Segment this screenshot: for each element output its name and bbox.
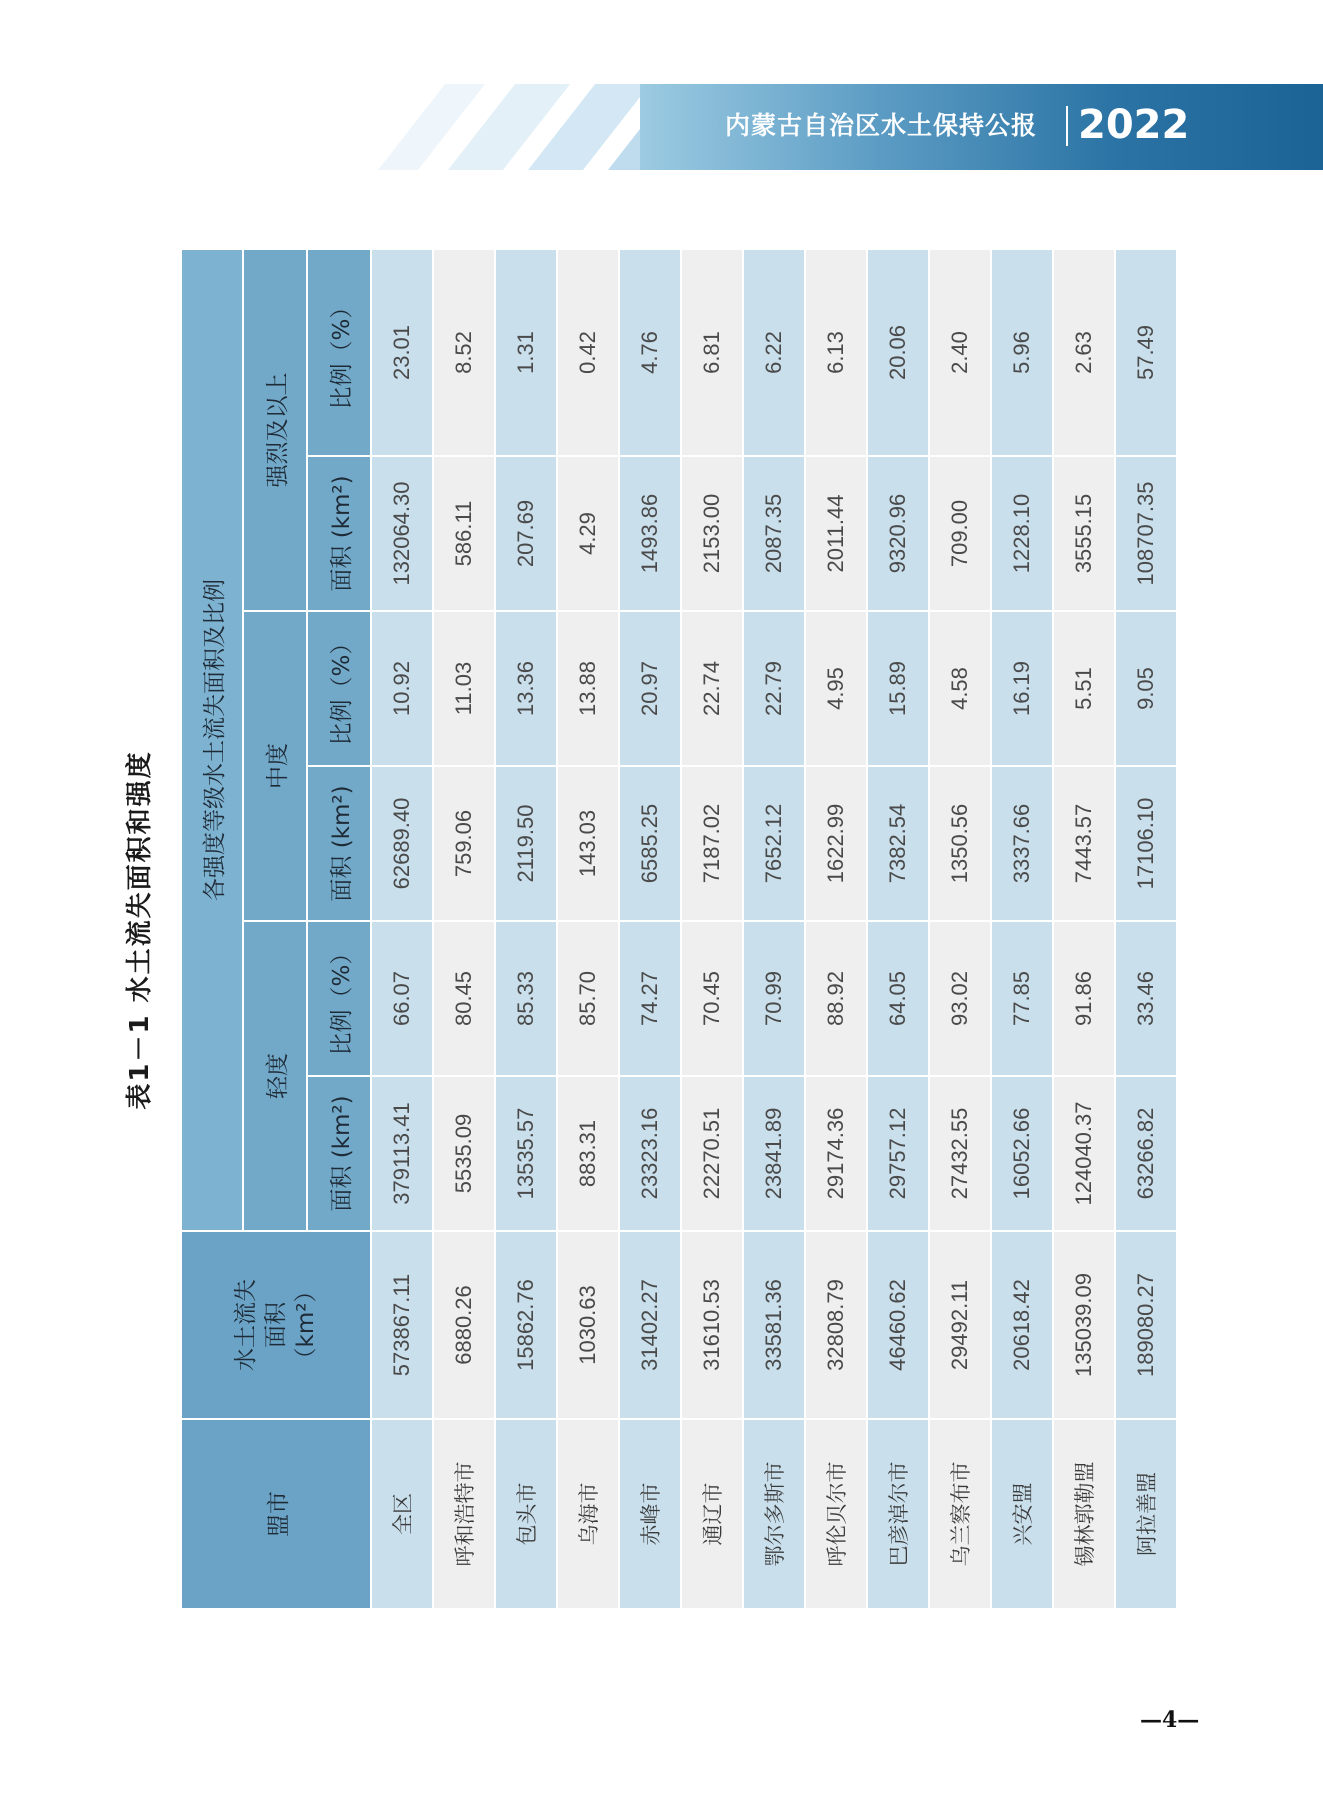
table-row [1053,249,1115,1609]
subheader-ratio: 比例（%） [307,611,371,766]
cell-severe-ratio: 6.13 [805,249,867,456]
cell-total: 135039.09 [1053,1231,1115,1419]
cell-medium-ratio: 16.19 [991,611,1053,766]
cell-severe-area: 2011.44 [805,456,867,611]
cell-medium-area: 3337.66 [991,766,1053,921]
cell-medium-ratio: 22.74 [681,611,743,766]
col-header-total-line1: 水土流失 [233,1279,259,1371]
table-row [495,249,557,1609]
subheader-ratio: 比例（%） [307,249,371,456]
cell-medium-area: 6585.25 [619,766,681,921]
cell-region: 包头市 [495,1419,557,1609]
subheader-area: 面积 (km²) [307,456,371,611]
cell-region: 乌兰察布市 [929,1419,991,1609]
level-header-light: 轻度 [243,921,307,1231]
cell-light-area: 23841.89 [743,1076,805,1231]
cell-region: 阿拉善盟 [1115,1419,1177,1609]
cell-light-ratio: 85.70 [557,921,619,1076]
cell-severe-area: 2087.35 [743,456,805,611]
col-header-region: 盟市 [181,1419,371,1609]
table-row [619,249,681,1609]
cell-severe-area: 709.00 [929,456,991,611]
cell-medium-area: 7443.57 [1053,766,1115,921]
cell-light-area: 27432.55 [929,1076,991,1231]
rotated-table-block [110,250,1180,1610]
table-body [371,249,1177,1609]
cell-total: 573867.11 [371,1231,433,1419]
cell-region: 赤峰市 [619,1419,681,1609]
cell-severe-area: 1493.86 [619,456,681,611]
table-title: 表1－1 水土流失面积和强度 [125,750,155,1110]
cell-severe-ratio: 4.76 [619,249,681,456]
table-row [991,249,1053,1609]
cell-severe-ratio: 0.42 [557,249,619,456]
cell-severe-ratio: 20.06 [867,249,929,456]
cell-light-ratio: 66.07 [371,921,433,1076]
cell-total: 32808.79 [805,1231,867,1419]
cell-region: 通辽市 [681,1419,743,1609]
cell-medium-area: 17106.10 [1115,766,1177,921]
table-row [867,249,929,1609]
cell-severe-ratio: 5.96 [991,249,1053,456]
cell-total: 29492.11 [929,1231,991,1419]
cell-severe-ratio: 57.49 [1115,249,1177,456]
page-number: —4— [1140,1707,1200,1733]
cell-light-area: 29757.12 [867,1076,929,1231]
table-row [1115,249,1177,1609]
cell-region: 呼和浩特市 [433,1419,495,1609]
level-header-medium: 中度 [243,611,307,921]
report-year: 2022 [1078,102,1190,148]
subheader-area: 面积 (km²) [307,766,371,921]
cell-medium-ratio: 20.97 [619,611,681,766]
cell-medium-ratio: 5.51 [1053,611,1115,766]
cell-medium-ratio: 13.36 [495,611,557,766]
table-row [371,249,433,1609]
cell-medium-area: 2119.50 [495,766,557,921]
cell-severe-area: 9320.96 [867,456,929,611]
cell-severe-ratio: 8.52 [433,249,495,456]
cell-medium-ratio: 11.03 [433,611,495,766]
cell-region: 呼伦贝尔市 [805,1419,867,1609]
table-row [805,249,867,1609]
cell-light-ratio: 91.86 [1053,921,1115,1076]
cell-medium-ratio: 15.89 [867,611,929,766]
cell-light-area: 883.31 [557,1076,619,1231]
subheader-ratio: 比例（%） [307,921,371,1076]
cell-light-ratio: 33.46 [1115,921,1177,1076]
cell-medium-area: 62689.40 [371,766,433,921]
cell-light-area: 13535.57 [495,1076,557,1231]
cell-medium-area: 143.03 [557,766,619,921]
col-header-total-area [181,1231,371,1419]
cell-severe-ratio: 2.63 [1053,249,1115,456]
cell-light-area: 23323.16 [619,1076,681,1231]
cell-medium-area: 7652.12 [743,766,805,921]
cell-medium-area: 1350.56 [929,766,991,921]
cell-severe-area: 2153.00 [681,456,743,611]
cell-light-ratio: 70.45 [681,921,743,1076]
cell-severe-ratio: 23.01 [371,249,433,456]
cell-light-area: 379113.41 [371,1076,433,1231]
cell-light-ratio: 80.45 [433,921,495,1076]
report-title: 内蒙古自治区水土保持公报 [725,111,1038,140]
cell-region: 乌海市 [557,1419,619,1609]
cell-severe-ratio: 6.22 [743,249,805,456]
cell-light-area: 124040.37 [1053,1076,1115,1231]
cell-light-ratio: 64.05 [867,921,929,1076]
cell-light-area: 5535.09 [433,1076,495,1231]
cell-light-area: 22270.51 [681,1076,743,1231]
soil-erosion-table [180,248,1178,1610]
table-row [743,249,805,1609]
cell-severe-area: 3555.15 [1053,456,1115,611]
cell-severe-area: 132064.30 [371,456,433,611]
cell-light-area: 63266.82 [1115,1076,1177,1231]
col-header-total-line3: （km²） [293,1279,319,1371]
level-header-severe: 强烈及以上 [243,249,307,611]
cell-severe-ratio: 2.40 [929,249,991,456]
cell-region: 全区 [371,1419,433,1609]
cell-total: 1030.63 [557,1231,619,1419]
cell-medium-area: 1622.99 [805,766,867,921]
cell-region: 兴安盟 [991,1419,1053,1609]
cell-severe-area: 207.69 [495,456,557,611]
cell-severe-ratio: 6.81 [681,249,743,456]
cell-medium-ratio: 9.05 [1115,611,1177,766]
subheader-area: 面积 (km²) [307,1076,371,1231]
cell-medium-area: 7382.54 [867,766,929,921]
cell-light-ratio: 77.85 [991,921,1053,1076]
cell-light-ratio: 70.99 [743,921,805,1076]
cell-total: 31402.27 [619,1231,681,1419]
cell-severe-ratio: 1.31 [495,249,557,456]
cell-total: 31610.53 [681,1231,743,1419]
cell-light-ratio: 85.33 [495,921,557,1076]
cell-region: 鄂尔多斯市 [743,1419,805,1609]
cell-medium-ratio: 10.92 [371,611,433,766]
cell-light-ratio: 93.02 [929,921,991,1076]
cell-severe-area: 1228.10 [991,456,1053,611]
cell-medium-ratio: 22.79 [743,611,805,766]
header-divider [1066,106,1068,146]
cell-total: 6880.26 [433,1231,495,1419]
cell-light-ratio: 74.27 [619,921,681,1076]
cell-severe-area: 586.11 [433,456,495,611]
table-row [557,249,619,1609]
cell-severe-area: 4.29 [557,456,619,611]
cell-total: 15862.76 [495,1231,557,1419]
group-header: 各强度等级水土流失面积及比例 [181,249,243,1231]
cell-medium-area: 759.06 [433,766,495,921]
cell-region: 锡林郭勒盟 [1053,1419,1115,1609]
table-row [681,249,743,1609]
cell-medium-ratio: 4.58 [929,611,991,766]
cell-severe-area: 108707.35 [1115,456,1177,611]
cell-light-area: 29174.36 [805,1076,867,1231]
cell-light-area: 16052.66 [991,1076,1053,1231]
col-header-total-line2: 面积 [263,1302,289,1348]
cell-total: 46460.62 [867,1231,929,1419]
cell-light-ratio: 88.92 [805,921,867,1076]
table-row [433,249,495,1609]
cell-total: 189080.27 [1115,1231,1177,1419]
cell-medium-area: 7187.02 [681,766,743,921]
cell-medium-ratio: 4.95 [805,611,867,766]
cell-total: 20618.42 [991,1231,1053,1419]
table-row [929,249,991,1609]
cell-medium-ratio: 13.88 [557,611,619,766]
cell-region: 巴彦淖尔市 [867,1419,929,1609]
cell-total: 33581.36 [743,1231,805,1419]
